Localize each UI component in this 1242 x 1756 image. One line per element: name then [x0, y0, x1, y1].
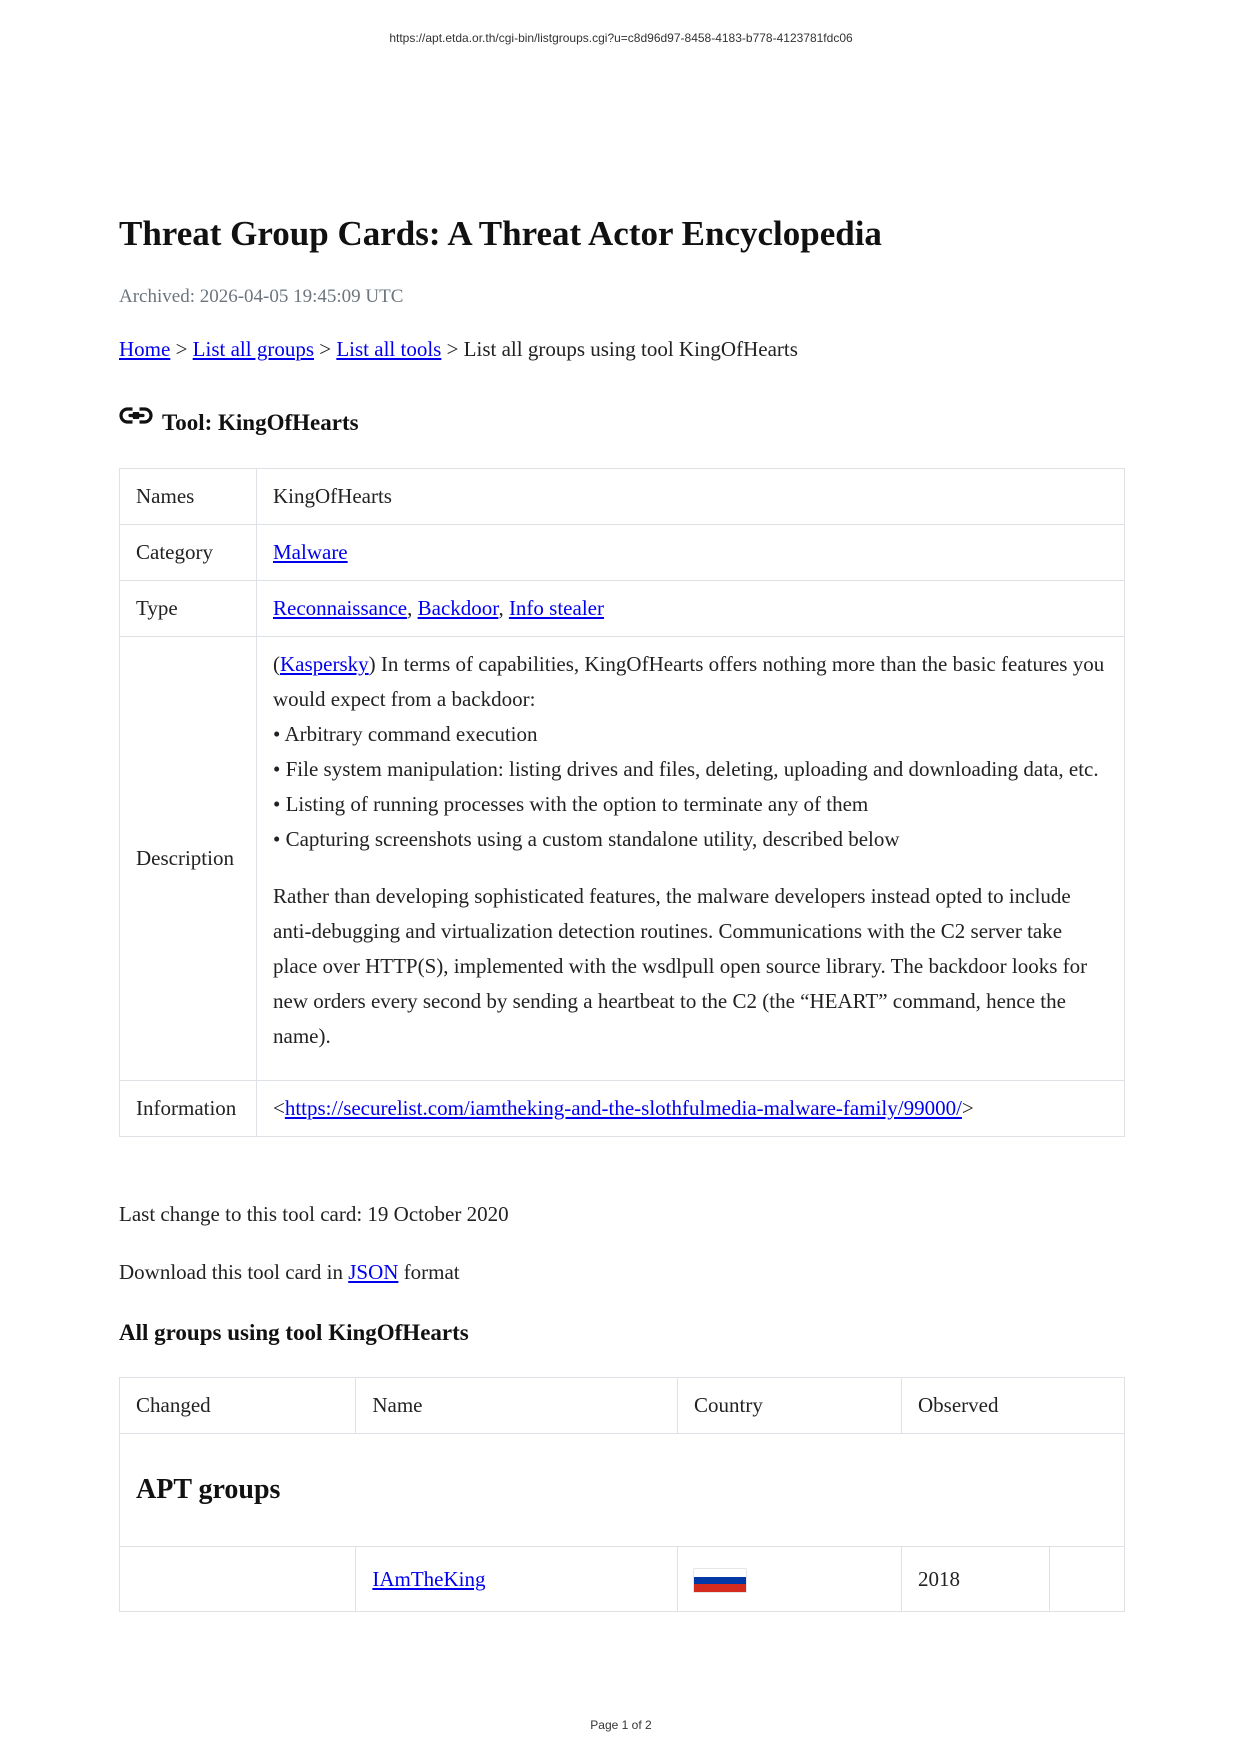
- changed-cell: [120, 1547, 356, 1612]
- category-value: [257, 525, 1125, 581]
- json-download-link[interactable]: JSON: [348, 1260, 399, 1284]
- name-cell: [356, 1547, 678, 1612]
- download-text: [119, 1260, 460, 1285]
- table-row: [120, 525, 1125, 581]
- category-malware-link[interactable]: Malware: [273, 540, 348, 564]
- type-info-stealer-link[interactable]: Info stealer: [508, 596, 604, 620]
- download-prefix: Download this tool card in: [119, 1260, 349, 1284]
- information-label: Information: [120, 1081, 257, 1137]
- type-reconnaissance-link[interactable]: Reconnaissance: [273, 596, 408, 620]
- tool-heading-text: Tool: KingOfHearts: [162, 410, 359, 435]
- breadcrumb-separator: >: [170, 337, 193, 361]
- table-row: [120, 1081, 1125, 1137]
- archived-timestamp: Archived: 2026-04-05 19:45:09 UTC: [119, 286, 404, 307]
- country-cell: [677, 1547, 901, 1612]
- names-value: KingOfHearts: [257, 469, 1125, 525]
- empty-cell: [1049, 1547, 1124, 1612]
- angle-open: <: [273, 1096, 285, 1120]
- names-label: Names: [120, 469, 257, 525]
- group-iamtheking-link[interactable]: IAmTheKing: [372, 1566, 486, 1591]
- page-number: Page 1 of 2: [590, 1718, 652, 1732]
- observed-cell: 2018: [902, 1547, 1050, 1612]
- table-header-row: [120, 1378, 1125, 1434]
- description-bullet: • Arbitrary command execution: [273, 722, 538, 746]
- breadcrumb-separator: >: [314, 337, 337, 361]
- table-row: [120, 637, 1125, 1081]
- last-change-text: Last change to this tool card: 19 October 2020: [119, 1202, 509, 1226]
- description-bullet: • Capturing screenshots using a custom standalone utility, described below: [273, 827, 900, 851]
- kaspersky-source-link[interactable]: Kaspersky: [280, 652, 369, 676]
- type-label: Type: [120, 581, 257, 637]
- description-intro: [273, 647, 1108, 717]
- column-header-observed: Observed: [902, 1378, 1125, 1434]
- description-intro-text: ) In terms of capabilities, KingOfHearts offers nothing more than the basic features you would expect from a backdoor:: [273, 652, 1105, 711]
- type-separator: ,: [498, 596, 509, 620]
- breadcrumb-groups-link[interactable]: List all groups: [192, 337, 314, 361]
- table-row: [120, 1547, 1125, 1612]
- column-header-name: Name: [356, 1378, 678, 1434]
- table-row: [120, 581, 1125, 637]
- apt-groups-section-label: APT groups: [120, 1434, 1125, 1547]
- information-value: [257, 1081, 1125, 1137]
- print-header-url: https://apt.etda.or.th/cgi-bin/listgroups.cgi?u=c8d96d97-8458-4183-b778-4123781fdc06: [389, 31, 853, 45]
- breadcrumb-tools-link[interactable]: List all tools: [336, 337, 442, 361]
- securelist-reference-link[interactable]: https://securelist.com/iamtheking-and-the-slothfulmedia-malware-family/99000/: [284, 1096, 962, 1120]
- tool-info-table: [119, 468, 1125, 1137]
- type-backdoor-link[interactable]: Backdoor: [417, 596, 499, 620]
- groups-table: [119, 1377, 1125, 1612]
- column-header-country: Country: [677, 1378, 901, 1434]
- page-title: Threat Group Cards: A Threat Actor Encyclopedia: [119, 214, 882, 253]
- description-bullet: • File system manipulation: listing drives and files, deleting, uploading and downloading data, etc.: [273, 757, 1099, 781]
- link-icon: [119, 404, 155, 428]
- download-suffix: format: [398, 1260, 460, 1284]
- groups-section-title: All groups using tool KingOfHearts: [119, 1320, 469, 1345]
- paren: (: [273, 652, 280, 676]
- description-paragraph: Rather than developing sophisticated features, the malware developers instead opted to include anti-debugging and virtualization detection routines. Communications with the C2 server take place over HTTP(S), implemented with the wsdlpull open source library. The backdoor looks for new orders every second by sending a heartbeat to the C2 (the “HEART” command, hence the name).: [273, 884, 1088, 1048]
- description-bullet: • Listing of running processes with the option to terminate any of them: [273, 792, 869, 816]
- breadcrumb: [119, 337, 798, 362]
- breadcrumb-home-link[interactable]: Home: [119, 337, 171, 361]
- category-label: Category: [120, 525, 257, 581]
- russia-flag-icon: [694, 1569, 746, 1592]
- table-section-row: [120, 1434, 1125, 1547]
- description-label: Description: [120, 637, 257, 1081]
- type-value: [257, 581, 1125, 637]
- table-row: [120, 469, 1125, 525]
- breadcrumb-current: > List all groups using tool KingOfHearts: [441, 337, 798, 361]
- description-value: [257, 637, 1125, 1081]
- type-separator: ,: [407, 596, 418, 620]
- column-header-changed: Changed: [120, 1378, 356, 1434]
- angle-close: >: [961, 1096, 974, 1120]
